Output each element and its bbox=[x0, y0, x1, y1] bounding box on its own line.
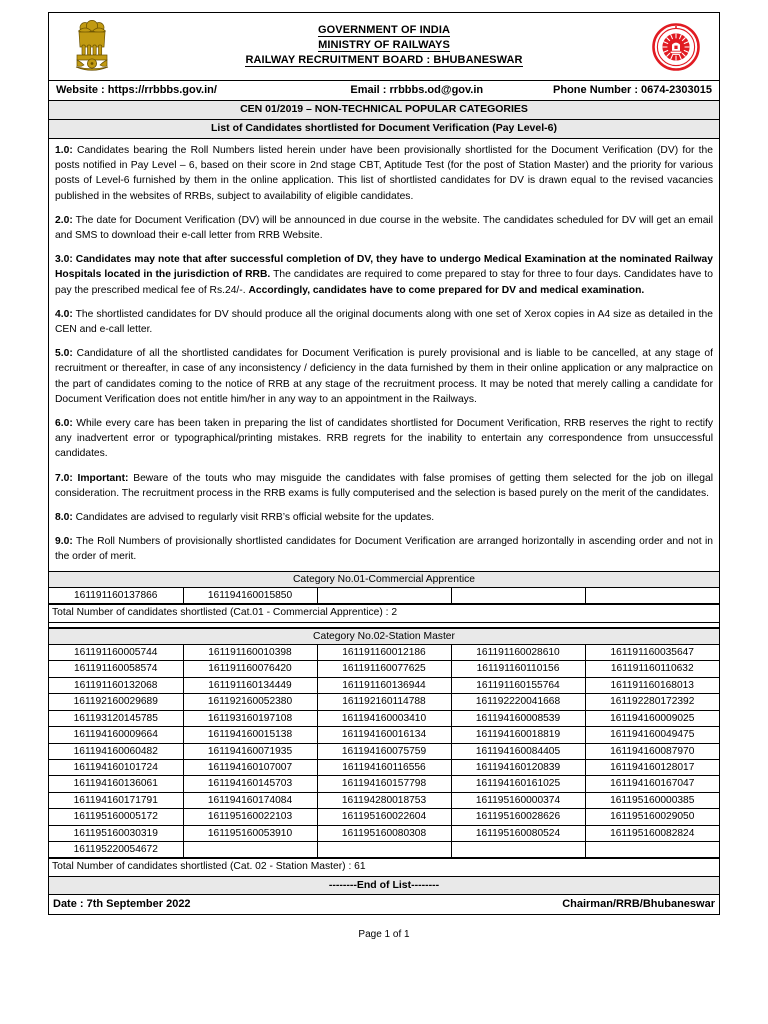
para-3-seg-2: Accordingly, candidates have to come prepared for DV and medical examination. bbox=[248, 284, 645, 296]
para-1-seg-0: 1.0: bbox=[55, 145, 73, 156]
roll-number-cell: 161191160137866 bbox=[49, 588, 183, 604]
roll-number-cell: 161194160107007 bbox=[183, 759, 317, 775]
india-state-emblem bbox=[49, 20, 135, 74]
para-6-seg-0: 6.0: bbox=[55, 418, 73, 430]
notice-document bbox=[48, 12, 720, 915]
roll-number-cell: 161192220041668 bbox=[451, 694, 585, 710]
roll-number-cell: 161194160116556 bbox=[317, 759, 451, 775]
roll-number-cell: 161194280018753 bbox=[317, 792, 451, 808]
roll-number-cell: 161194160128017 bbox=[585, 759, 719, 775]
roll-number-cell: 161192160029689 bbox=[49, 694, 183, 710]
para-8-seg-0: 8.0: bbox=[55, 512, 73, 524]
roll-number-cell: 161191160132068 bbox=[49, 677, 183, 693]
roll-number-cell: 161195160080308 bbox=[317, 825, 451, 841]
roll-number-cell: 161193120145785 bbox=[49, 710, 183, 726]
empty-cell bbox=[585, 588, 719, 604]
roll-number-cell: 161191160035647 bbox=[585, 645, 719, 661]
masthead-line-2: MINISTRY OF RAILWAYS bbox=[318, 39, 450, 51]
table-row bbox=[49, 841, 719, 857]
roll-number-cell: 161194160167047 bbox=[585, 776, 719, 792]
roll-number-cell: 161194160075759 bbox=[317, 743, 451, 759]
para-9-seg-0: 9.0: bbox=[55, 536, 73, 548]
roll-number-cell: 161191160136944 bbox=[317, 677, 451, 693]
roll-number-cell: 161194160136061 bbox=[49, 776, 183, 792]
roll-number-cell: 161194160087970 bbox=[585, 743, 719, 759]
roll-number-cell: 161191160028610 bbox=[451, 645, 585, 661]
para-4-seg-1: The shortlisted candidates for DV should produce all the original documents along with one set of Xerox copies in A4 size as detailed in the CEN and e-call letter. bbox=[55, 308, 713, 336]
chairman-label: Chairman/RRB/Bhubaneswar bbox=[562, 898, 715, 911]
table-row bbox=[49, 792, 719, 808]
roll-number-cell: 161194160016134 bbox=[317, 727, 451, 743]
para-3-seg-1: The candidates are required to come prepared to stay for three to four days. Candidates have to pay the prescribed medical fee of Rs.24/-. bbox=[55, 269, 713, 296]
end-of-list-banner: --------End of List-------- bbox=[49, 877, 719, 895]
roll-number-cell: 161194160174084 bbox=[183, 792, 317, 808]
empty-cell bbox=[451, 841, 585, 857]
roll-number-cell: 161195160053910 bbox=[183, 825, 317, 841]
table-row bbox=[49, 776, 719, 792]
list-title-banner: List of Candidates shortlisted for Document Verification (Pay Level-6) bbox=[49, 120, 719, 139]
para-7-seg-1: Beware of the touts who may misguide the candidates with false promises of getting them selected for the job on illegal consideration. The recruitment process in the RRB exams is fully computerised and the selection is based purely on the merit of the candidates. bbox=[55, 472, 713, 499]
roll-number-cell: 161191160155764 bbox=[451, 677, 585, 693]
roll-number-cell: 161194160084405 bbox=[451, 743, 585, 759]
notice-body bbox=[49, 139, 719, 571]
roll-number-cell: 161191160076420 bbox=[183, 661, 317, 677]
para-2-seg-1: The date for Document Verification (DV) will be announced in due course in the website. The candidates scheduled for DV will get an email and SMS to download their e-call letter from RRB Website. bbox=[55, 214, 713, 242]
document-date: Date : 7th September 2022 bbox=[53, 898, 191, 911]
roll-number-cell: 161194160071935 bbox=[183, 743, 317, 759]
roll-number-cell: 161191160010398 bbox=[183, 645, 317, 661]
para-5 bbox=[55, 346, 713, 407]
para-1-seg-1: Candidates bearing the Roll Numbers listed herein under have been provisionally shortlisted for the Document Verification (DV) for the posts notified in Pay Level – 6, based on their score in 2nd stage CBT, Aptitude Test (for the post of Station Master) and the priority for various posts of Level-6 furnished by them in the online application. This list of shortlisted candidates for DV is drawn equal to the revised vacancies published in the websites of RRBs, subject to availability of eligible candidates. bbox=[55, 145, 713, 202]
roll-number-cell: 161194160008539 bbox=[451, 710, 585, 726]
roll-number-table bbox=[49, 588, 719, 604]
table-row bbox=[49, 677, 719, 693]
masthead-line-1: GOVERNMENT OF INDIA bbox=[317, 24, 451, 36]
roll-number-cell: 161193160197108 bbox=[183, 710, 317, 726]
roll-number-cell: 161194160157798 bbox=[317, 776, 451, 792]
para-6-seg-1: While every care has been taken in preparing the list of candidates shortlisted for Document Verification, RRB reserves the right to rectify any inadvertent error or typographical/printing mistakes. RRB regrets for the inability to entertain any correspondence from unsuccessful candidates. bbox=[55, 418, 713, 460]
roll-number-cell: 161191160110632 bbox=[585, 661, 719, 677]
roll-number-cell: 161191160077625 bbox=[317, 661, 451, 677]
contact-row bbox=[49, 81, 719, 101]
roll-number-cell: 161194160003410 bbox=[317, 710, 451, 726]
roll-number-cell: 161195160080524 bbox=[451, 825, 585, 841]
roll-number-cell: 161192160052380 bbox=[183, 694, 317, 710]
para-5-seg-0: 5.0: bbox=[55, 348, 73, 360]
para-4 bbox=[55, 307, 713, 337]
roll-number-cell: 161195160000374 bbox=[451, 792, 585, 808]
roll-number-cell: 161195160082824 bbox=[585, 825, 719, 841]
roll-number-cell: 161195160000385 bbox=[585, 792, 719, 808]
roll-number-cell: 161194160120839 bbox=[451, 759, 585, 775]
roll-number-cell: 161192280172392 bbox=[585, 694, 719, 710]
masthead-line-3: RAILWAY RECRUITMENT BOARD : BHUBANESWAR bbox=[245, 54, 523, 66]
roll-number-cell: 161194160145703 bbox=[183, 776, 317, 792]
table-row bbox=[49, 825, 719, 841]
email-text: Email : rrbbbs.od@gov.in bbox=[350, 84, 484, 96]
roll-number-cell: 161191160058574 bbox=[49, 661, 183, 677]
category-total: Total Number of candidates shortlisted (Cat.01 - Commercial Apprentice) : 2 bbox=[49, 604, 719, 623]
masthead-titles bbox=[135, 23, 633, 70]
para-3 bbox=[55, 252, 713, 298]
category-heading: Category No.02-Station Master bbox=[49, 628, 719, 645]
roll-number-cell: 161194160009025 bbox=[585, 710, 719, 726]
indian-railways-logo bbox=[633, 23, 719, 71]
para-5-seg-1: Candidature of all the shortlisted candidates for Document Verification is purely provisional and is liable to be cancelled, at any stage of recruitment or thereafter, in case of any inconsistency / deficiency in the data furnished by them in their online application or any malpractice on the part of candidates coming to the notice of RRB at any stage of the recruitment process. It may be noted that merely calling a candidate for Document Verification does not entitle him/her in any way to an appointment in the Railways. bbox=[55, 348, 713, 405]
category-heading: Category No.01-Commercial Apprentice bbox=[49, 571, 719, 588]
roll-number-cell: 161194160101724 bbox=[49, 759, 183, 775]
table-row bbox=[49, 694, 719, 710]
table-row bbox=[49, 743, 719, 759]
roll-number-cell: 161194160049475 bbox=[585, 727, 719, 743]
para-9 bbox=[55, 534, 713, 564]
roll-number-cell: 161195160022604 bbox=[317, 809, 451, 825]
para-2 bbox=[55, 213, 713, 243]
empty-cell bbox=[585, 841, 719, 857]
empty-cell bbox=[451, 588, 585, 604]
table-row bbox=[49, 809, 719, 825]
roll-number-cell: 161192160114788 bbox=[317, 694, 451, 710]
table-row bbox=[49, 710, 719, 726]
category-total: Total Number of candidates shortlisted (Cat. 02 - Station Master) : 61 bbox=[49, 858, 719, 877]
para-9-seg-1: The Roll Numbers of provisionally shortlisted candidates for Document Verification are arranged horizontally in ascending order and not in the order of merit. bbox=[55, 536, 713, 563]
website-text: Website : https://rrbbbs.gov.in/ bbox=[56, 84, 217, 96]
roll-number-cell: 161191160012186 bbox=[317, 645, 451, 661]
roll-number-cell: 161195160005172 bbox=[49, 809, 183, 825]
masthead bbox=[49, 13, 719, 81]
roll-number-cell: 161195160029050 bbox=[585, 809, 719, 825]
roll-number-cell: 161194160060482 bbox=[49, 743, 183, 759]
para-8-seg-1: Candidates are advised to regularly visit RRB’s official website for the updates. bbox=[72, 512, 435, 524]
roll-number-cell: 161194160015850 bbox=[183, 588, 317, 604]
roll-number-cell: 161194160018819 bbox=[451, 727, 585, 743]
para-7-seg-0: 7.0: Important: bbox=[55, 472, 129, 484]
roll-number-cell: 161194160171791 bbox=[49, 792, 183, 808]
para-7 bbox=[55, 471, 713, 501]
signature-row bbox=[49, 895, 719, 914]
page-footer: Page 1 of 1 bbox=[358, 929, 410, 941]
empty-cell bbox=[317, 841, 451, 857]
roll-number-table bbox=[49, 645, 719, 858]
roll-number-cell: 161191160110156 bbox=[451, 661, 585, 677]
roll-number-cell: 161195160030319 bbox=[49, 825, 183, 841]
para-8 bbox=[55, 510, 713, 525]
roll-number-cell: 161194160015138 bbox=[183, 727, 317, 743]
roll-number-cell: 161194160161025 bbox=[451, 776, 585, 792]
para-6 bbox=[55, 416, 713, 462]
empty-cell bbox=[317, 588, 451, 604]
roll-number-cell: 161191160005744 bbox=[49, 645, 183, 661]
roll-number-cell: 161194160009664 bbox=[49, 727, 183, 743]
table-row bbox=[49, 661, 719, 677]
roll-number-cell: 161191160134449 bbox=[183, 677, 317, 693]
table-row bbox=[49, 588, 719, 604]
table-row bbox=[49, 645, 719, 661]
roll-number-cell: 161195160028626 bbox=[451, 809, 585, 825]
cen-banner: CEN 01/2019 – NON-TECHNICAL POPULAR CATEGORIES bbox=[49, 101, 719, 120]
table-row bbox=[49, 759, 719, 775]
empty-cell bbox=[183, 841, 317, 857]
para-1 bbox=[55, 143, 713, 204]
roll-number-cell: 161195160022103 bbox=[183, 809, 317, 825]
para-3-seg-0: 3.0: Candidates may note that after successful completion of DV, they have to undergo Medical Examination at the nominated Railway Hospitals located in the jurisdiction of RRB. bbox=[55, 254, 713, 281]
category-tables bbox=[49, 571, 719, 878]
roll-number-cell: 161191160168013 bbox=[585, 677, 719, 693]
table-row bbox=[49, 727, 719, 743]
para-4-seg-0: 4.0: bbox=[55, 308, 73, 320]
para-2-seg-0: 2.0: bbox=[55, 214, 73, 226]
phone-text: Phone Number : 0674-2303015 bbox=[553, 84, 712, 96]
roll-number-cell: 161195220054672 bbox=[49, 841, 183, 857]
